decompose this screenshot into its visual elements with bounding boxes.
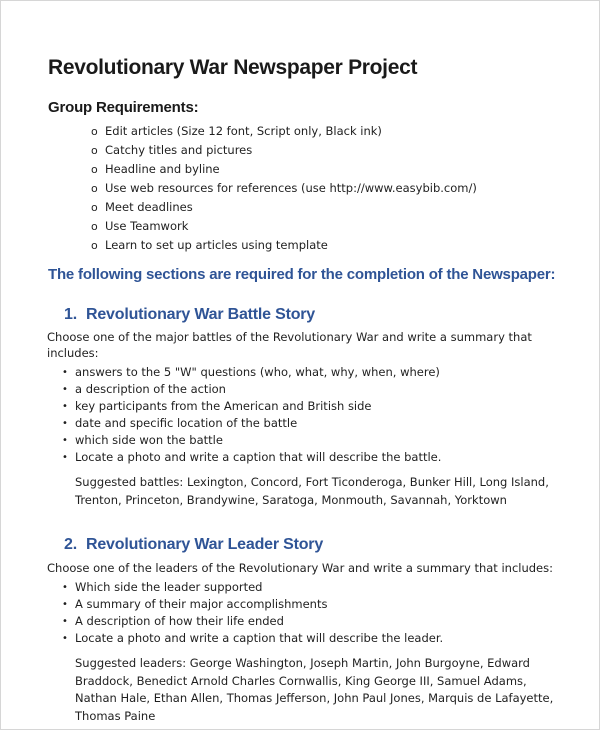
requirement-item — [91, 236, 599, 255]
section-1-title: Revolutionary War Battle Story — [86, 305, 316, 323]
dot-bullet-icon: • — [62, 599, 68, 611]
requirements-list — [1, 122, 599, 255]
section-2-bullet-list — [1, 579, 599, 647]
dot-bullet-icon: • — [62, 418, 68, 430]
dot-bullet-icon: • — [62, 367, 68, 379]
requirement-item — [91, 179, 599, 198]
circle-bullet-icon: o — [91, 200, 98, 214]
sections-intro-heading: The following sections are required for the completion of the Newspaper: — [48, 265, 556, 283]
bullet-item — [62, 613, 559, 630]
bullet-text: Locate a photo and write a caption that will describe the leader. — [75, 631, 444, 646]
circle-bullet-icon: o — [91, 162, 98, 176]
circle-bullet-icon: o — [91, 181, 98, 195]
bullet-item — [62, 630, 559, 647]
document-title: Revolutionary War Newspaper Project — [48, 56, 418, 79]
dot-bullet-icon: • — [62, 384, 68, 396]
requirement-text: Meet deadlines — [105, 199, 193, 214]
circle-bullet-icon: o — [91, 238, 98, 252]
suggested-leaders-paragraph: Suggested leaders: George Washington, Joseph Martin, John Burgoyne, Edward Braddock, Benedict Arnold Charles Cornwallis, King George III, Samuel Adams, Nathan Hale, Ethan Allen, Thomas Jefferson, John Paul Jones, Marquis de Lafayette, Thomas Paine — [75, 656, 554, 723]
dot-bullet-icon: • — [62, 582, 68, 594]
section-2-title: Revolutionary War Leader Story — [86, 536, 324, 554]
bullet-text: a description of the action — [75, 382, 226, 397]
requirement-item — [91, 141, 599, 160]
bullet-text: A description of how their life ended — [75, 614, 284, 629]
bullet-text: date and specific location of the battle — [75, 416, 298, 431]
bullet-item — [62, 579, 559, 596]
bullet-item — [62, 364, 559, 381]
requirement-item — [91, 217, 599, 236]
section-leader-story — [1, 536, 599, 725]
bullet-text: answers to the 5 "W" questions (who, what, why, when, where) — [75, 365, 440, 380]
circle-bullet-icon: o — [91, 124, 98, 138]
requirement-item — [91, 122, 599, 141]
section-2-number: 2. — [64, 536, 77, 554]
requirement-text: Learn to set up articles using template — [105, 237, 328, 252]
requirement-text: Headline and byline — [105, 161, 220, 176]
requirement-item — [91, 160, 599, 179]
section-2-heading — [64, 536, 559, 554]
dot-bullet-icon: • — [62, 633, 68, 645]
section-1-intro: Choose one of the major battles of the Revolutionary War and write a summary that includes: — [47, 330, 532, 361]
section-2-intro: Choose one of the leaders of the Revolutionary War and write a summary that includes: — [47, 561, 553, 576]
bullet-text: which side won the battle — [75, 433, 223, 448]
circle-bullet-icon: o — [91, 219, 98, 233]
dot-bullet-icon: • — [62, 435, 68, 447]
dot-bullet-icon: • — [62, 616, 68, 628]
bullet-item — [62, 596, 559, 613]
bullet-item — [62, 398, 559, 415]
bullet-item — [62, 432, 559, 449]
dot-bullet-icon: • — [62, 452, 68, 464]
requirement-text: Use Teamwork — [105, 218, 189, 233]
bullet-item — [62, 415, 559, 432]
section-battle-story — [1, 306, 599, 510]
requirement-item — [91, 198, 599, 217]
circle-bullet-icon: o — [91, 143, 98, 157]
bullet-text: key participants from the American and British side — [75, 399, 372, 414]
requirement-text: Edit articles (Size 12 font, Script only, Black ink) — [105, 123, 382, 138]
section-1-number: 1. — [64, 305, 77, 323]
requirement-text: Use web resources for references (use http://www.easybib.com/) — [105, 180, 477, 195]
section-1-heading — [64, 306, 559, 324]
suggested-battles-paragraph: Suggested battles: Lexington, Concord, Fort Ticonderoga, Bunker Hill, Long Island, Trenton, Princeton, Brandywine, Saratoga, Monmouth, Savannah, Yorktown — [75, 475, 549, 507]
bullet-text: Which side the leader supported — [75, 580, 263, 595]
dot-bullet-icon: • — [62, 401, 68, 413]
bullet-text: A summary of their major accomplishments — [75, 597, 328, 612]
requirement-text: Catchy titles and pictures — [105, 142, 253, 157]
bullet-item — [62, 449, 559, 466]
bullet-text: Locate a photo and write a caption that will describe the battle. — [75, 450, 442, 465]
group-requirements-heading: Group Requirements: — [48, 99, 199, 117]
bullet-item — [62, 381, 559, 398]
section-1-bullet-list — [1, 364, 599, 466]
